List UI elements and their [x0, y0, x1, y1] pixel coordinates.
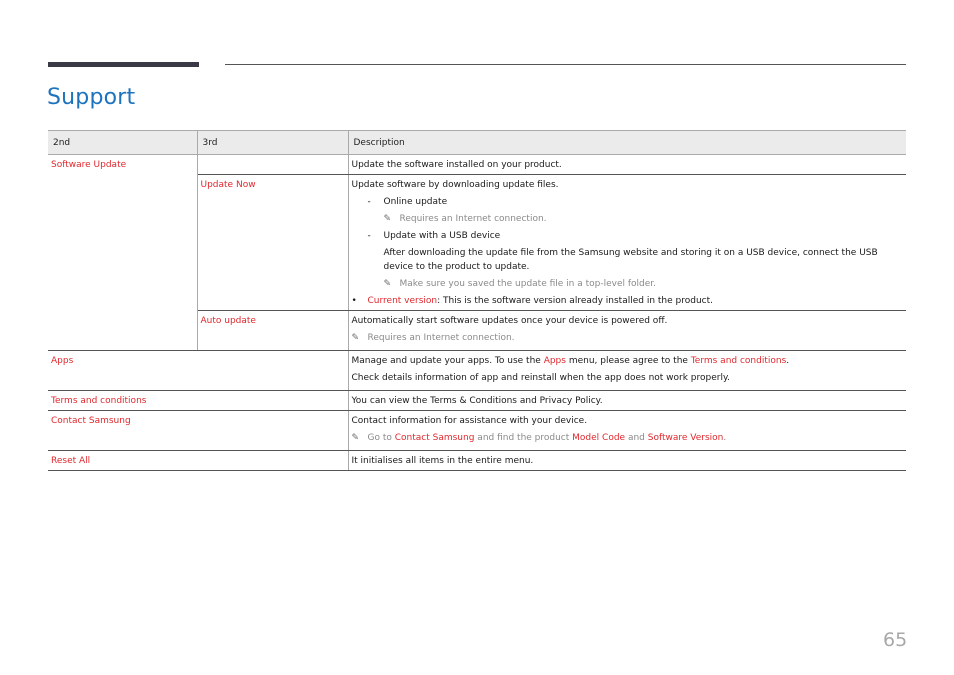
description-text: You can view the Terms & Conditions and Privacy Policy.	[351, 396, 603, 406]
empty-cell	[197, 155, 348, 175]
menu-auto-update: Auto update	[197, 311, 348, 351]
list-item-label: Online update	[383, 197, 448, 207]
apps-link-text: Apps	[543, 356, 566, 366]
column-header-2nd: 2nd	[48, 131, 197, 155]
table-row	[48, 155, 906, 175]
description-text: Check details information of app and reinstall when the app does not work properly.	[351, 373, 730, 383]
pencil-icon: ✎	[383, 214, 392, 224]
header-rule	[225, 64, 906, 65]
text-fragment: menu, please agree to the	[565, 356, 691, 366]
menu-update-now: Update Now	[197, 175, 348, 311]
table-row	[48, 351, 906, 391]
header-accent-bar	[48, 62, 199, 67]
current-version-text: : This is the software version already installed in the product.	[437, 296, 713, 306]
terms-link-text: Terms and conditions	[690, 356, 787, 366]
list-item	[352, 294, 904, 308]
table-row	[48, 411, 906, 451]
dash-marker: -	[367, 197, 371, 207]
note-text: Make sure you saved the update file in a top-level folder.	[399, 279, 657, 289]
description-cell	[348, 311, 906, 351]
description-text: Contact information for assistance with your device.	[351, 416, 588, 426]
description-cell	[348, 175, 906, 311]
page-title: Support	[47, 85, 136, 110]
text-fragment: Go to	[367, 433, 395, 443]
menu-apps: Apps	[48, 351, 348, 391]
pencil-icon: ✎	[351, 333, 360, 343]
description-text	[352, 354, 904, 368]
contact-samsung-ref: Contact Samsung	[394, 433, 475, 443]
menu-reset-all: Reset All	[48, 451, 348, 471]
current-version-label: Current version	[367, 296, 438, 306]
description-cell	[348, 411, 906, 451]
note	[352, 431, 904, 445]
text-fragment: and find the product	[474, 433, 573, 443]
pencil-icon: ✎	[383, 279, 392, 289]
table-row	[48, 391, 906, 411]
page-number: 65	[883, 629, 908, 651]
text-fragment: .	[723, 433, 727, 443]
description-text: It initialises all items in the entire menu.	[351, 456, 534, 466]
column-header-description: Description	[348, 131, 906, 155]
description-text: Update software by downloading update files.	[351, 180, 559, 190]
menu-software-update: Software Update	[48, 155, 197, 351]
description-text: Update the software installed on your product.	[351, 160, 562, 170]
software-version-ref: Software Version	[647, 433, 724, 443]
description-cell	[348, 351, 906, 391]
note-text: Requires an Internet connection.	[399, 214, 547, 224]
table-header-row	[48, 131, 906, 155]
note	[352, 331, 904, 345]
support-menu-table	[48, 130, 906, 471]
note-text: Requires an Internet connection.	[367, 333, 515, 343]
description-cell	[348, 391, 906, 411]
table-row	[48, 451, 906, 471]
description-cell	[348, 155, 906, 175]
list-item	[352, 195, 904, 209]
note	[352, 277, 904, 291]
menu-contact-samsung: Contact Samsung	[48, 411, 348, 451]
text-fragment: and	[625, 433, 648, 443]
description-cell	[348, 451, 906, 471]
column-header-3rd: 3rd	[197, 131, 348, 155]
bullet-marker: •	[351, 296, 357, 306]
text-fragment: Manage and update your apps. To use the	[351, 356, 544, 366]
description-text: Automatically start software updates once your device is powered off.	[351, 316, 668, 326]
list-item	[352, 229, 904, 243]
note	[352, 212, 904, 226]
list-item-label: Update with a USB device	[383, 231, 501, 241]
text-fragment: .	[786, 356, 790, 366]
dash-marker: -	[367, 231, 371, 241]
description-paragraph: After downloading the update file from the Samsung website and storing it on a USB device, connect the USB device to the product to update.	[383, 248, 878, 272]
model-code-ref: Model Code	[572, 433, 626, 443]
pencil-icon: ✎	[351, 433, 360, 443]
menu-terms-and-conditions: Terms and conditions	[48, 391, 348, 411]
